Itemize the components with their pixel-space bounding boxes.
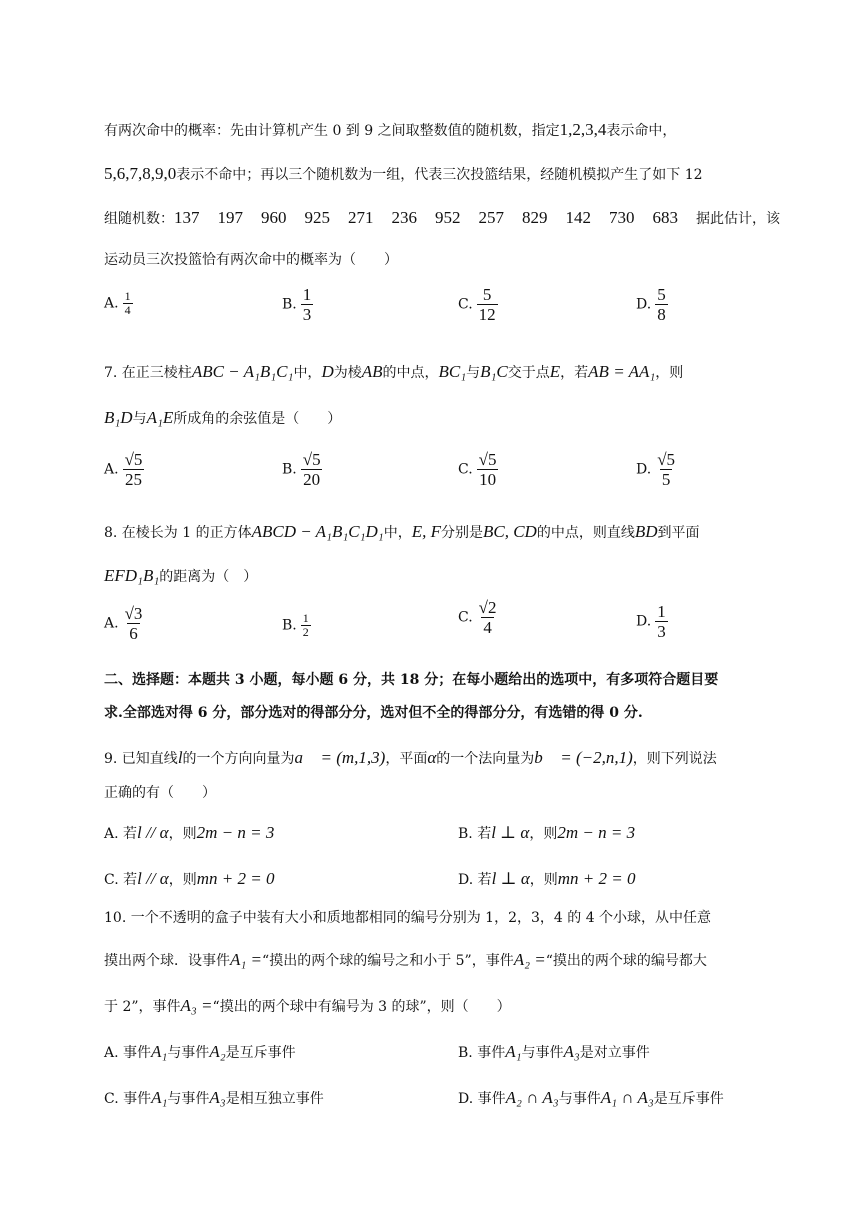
- q10-option-b[interactable]: [458, 1042, 650, 1063]
- denominator: 12: [478, 305, 496, 324]
- random-group: 960: [261, 208, 287, 227]
- section-2-heading-line-2: [104, 703, 768, 723]
- q8-option-c[interactable]: [458, 598, 499, 637]
- fraction: [301, 285, 314, 324]
- option-text: 是互斥事件: [653, 1091, 724, 1107]
- random-group: 683: [652, 208, 678, 227]
- q7-option-c[interactable]: [458, 450, 499, 489]
- q6-hit-digits: 1,2,3,4: [559, 120, 607, 139]
- q6-line-1: [104, 120, 768, 141]
- option-text: 与事件: [521, 1045, 564, 1061]
- fraction: [301, 612, 311, 639]
- q6-option-b[interactable]: [282, 285, 313, 324]
- random-group: 925: [304, 208, 330, 227]
- numerator: 1: [124, 289, 131, 303]
- option-text: 是互斥事件: [225, 1045, 296, 1061]
- option-expression: mn + 2 = 0: [196, 869, 275, 888]
- option-label: C.: [458, 296, 473, 313]
- option-label: A. 事件: [104, 1045, 152, 1061]
- numerator: 1: [302, 611, 309, 625]
- fraction: [477, 285, 498, 324]
- q6-text-2-tail: 表示不命中；再以三个随机数为一组，代表三次投篮结果，经随机模拟产生了如下 12: [176, 167, 703, 183]
- numerator: √5: [657, 450, 676, 469]
- q9-text: 的一个法向量为: [436, 751, 535, 767]
- section-2-heading-line-1: [104, 670, 768, 690]
- q6-miss-digits: 5,6,7,8,9,0: [104, 164, 177, 183]
- q7-text: ，则: [655, 365, 684, 381]
- q9-option-b[interactable]: [458, 823, 635, 844]
- q10-option-c[interactable]: [104, 1088, 324, 1109]
- q7-line-1: [104, 362, 768, 383]
- denominator: 8: [657, 305, 666, 324]
- option-text: 是对立事件: [579, 1045, 650, 1061]
- q10-option-a[interactable]: [104, 1042, 296, 1063]
- q10-text: “摸出的两个球的编号都大: [545, 953, 707, 969]
- numerator: √2: [478, 598, 497, 617]
- q7-condition: AB = AA₁: [588, 362, 656, 381]
- q10-text: “摸出的两个球中有编号为 3 的球”，则（ ）: [212, 999, 511, 1015]
- q10-line-2: [104, 950, 768, 971]
- q7-text: 与: [466, 365, 481, 381]
- q8-option-b[interactable]: [282, 612, 311, 639]
- q10-option-d[interactable]: [458, 1088, 724, 1109]
- q6-text-4: 运动员三次投篮恰有两次命中的概率为（ ）: [104, 252, 398, 268]
- option-text: ，则: [529, 826, 558, 842]
- numerator: √3: [124, 604, 143, 623]
- q10-line-3: [104, 996, 768, 1017]
- q6-option-d[interactable]: [636, 285, 668, 324]
- q7-prism: ABC − A₁B₁C₁: [191, 362, 294, 381]
- option-label: B.: [282, 296, 297, 313]
- option-text: ，则: [168, 872, 197, 888]
- fraction: [123, 290, 133, 317]
- numerator: √5: [302, 450, 321, 469]
- option-label: A.: [104, 461, 119, 478]
- q10-event-a1: A₁ =: [230, 950, 263, 969]
- section-2-text: 求.全部选对得 6 分，部分选对的得部分分，选对但不全的得部分分，有选错的得 0 分.: [104, 705, 643, 721]
- q9-option-c[interactable]: [104, 869, 274, 890]
- option-text: 是相互独立事件: [225, 1091, 324, 1107]
- q7-text: 中，: [293, 365, 322, 381]
- option-label: D.: [636, 461, 652, 478]
- random-group: 142: [565, 208, 591, 227]
- fraction: [123, 450, 145, 489]
- option-text: ，则: [529, 872, 558, 888]
- q7-point-d: D: [321, 362, 334, 381]
- random-group: 137: [174, 208, 200, 227]
- q7-option-d[interactable]: [636, 450, 677, 489]
- option-label: D.: [636, 296, 652, 313]
- fraction: [655, 602, 668, 641]
- q7-text: ，若: [560, 365, 589, 381]
- denominator: 3: [657, 622, 666, 641]
- option-label: C. 若: [104, 872, 138, 888]
- option-label: D.: [636, 613, 652, 630]
- q8-text: 中，: [383, 525, 412, 541]
- q7-line-2: [104, 408, 768, 429]
- q7-point-e: E: [549, 362, 561, 381]
- random-group: 271: [348, 208, 374, 227]
- option-label: D. 若: [458, 872, 492, 888]
- option-event: A₁ ∩ A₃: [600, 1088, 654, 1107]
- option-event: A₃: [209, 1088, 226, 1107]
- q10-text: 10. 一个不透明的盒子中装有大小和质地都相同的编号分别为 1，2，3，4 的 4 个小球，从中任意: [104, 910, 712, 926]
- q9-text: ，则下列说法: [632, 751, 717, 767]
- q8-points-ef: E, F: [411, 522, 441, 541]
- option-label: C.: [458, 609, 473, 626]
- q6-line-2: [104, 164, 768, 185]
- q6-line-4: [104, 250, 768, 270]
- denominator: 20: [303, 470, 321, 489]
- q10-text: “摸出的两个球的编号之和小于 5”，事件: [262, 953, 514, 969]
- random-group: 197: [217, 208, 243, 227]
- option-label: C. 事件: [104, 1091, 152, 1107]
- q8-line-2: [104, 566, 768, 587]
- q7-text: 的中点，: [382, 365, 439, 381]
- fraction: [655, 285, 668, 324]
- q6-text-3-tail: 据此估计，该: [696, 211, 780, 227]
- q7-text: 为棱: [333, 365, 362, 381]
- option-expression: 2m − n = 3: [196, 823, 275, 842]
- q6-text-3-head: 组随机数：: [104, 211, 174, 227]
- option-event: A₂: [209, 1042, 226, 1061]
- random-group: 730: [609, 208, 635, 227]
- q7-text: 交于点: [507, 365, 550, 381]
- numerator: 1: [302, 285, 312, 304]
- numerator: 1: [657, 602, 666, 621]
- option-label: A.: [104, 615, 119, 632]
- q10-line-1: [104, 908, 768, 928]
- denominator: 10: [479, 470, 497, 489]
- option-condition: l // α: [137, 869, 169, 888]
- q8-text: 分别是: [440, 525, 483, 541]
- q10-event-a2: A₂ =: [513, 950, 546, 969]
- denominator: 6: [129, 624, 138, 643]
- denominator: 5: [661, 470, 671, 489]
- denominator: 2: [302, 625, 309, 639]
- random-group: 257: [478, 208, 504, 227]
- q6-line-3: [104, 208, 780, 229]
- option-expression: mn + 2 = 0: [557, 869, 636, 888]
- option-event: A₃: [563, 1042, 580, 1061]
- option-label: A.: [104, 295, 119, 312]
- option-label: D. 事件: [458, 1091, 506, 1107]
- denominator: 25: [124, 470, 142, 489]
- q9-text: ，平面: [385, 751, 428, 767]
- option-label: A. 若: [104, 826, 138, 842]
- q9-text: 9. 已知直线: [104, 751, 178, 767]
- fraction: [655, 450, 677, 489]
- fraction: [477, 598, 499, 637]
- random-group: 829: [522, 208, 548, 227]
- q8-cube: ABCD − A₁B₁C₁D₁: [251, 522, 384, 541]
- option-label: B.: [282, 461, 297, 478]
- q9-option-d[interactable]: [458, 869, 636, 890]
- q7-text: 与: [132, 411, 147, 427]
- q7-edge-ab: AB: [361, 362, 383, 381]
- q7-segment-b1c: B₁C: [480, 362, 508, 381]
- numerator: 5: [657, 285, 666, 304]
- q6-random-groups: [174, 208, 696, 227]
- q7-segment-a1e: A₁E: [146, 408, 174, 427]
- q8-line-bd: BD: [634, 522, 658, 541]
- option-event: A₂ ∩ A₃: [505, 1088, 559, 1107]
- option-event: A₁: [151, 1088, 168, 1107]
- random-group: 952: [435, 208, 461, 227]
- q8-plane: EFD₁B₁: [104, 566, 160, 585]
- q8-text: 的中点，则直线: [536, 525, 635, 541]
- q7-text: 7. 在正三棱柱: [104, 365, 192, 381]
- q8-line-1: [104, 522, 768, 543]
- q6-text-1: 有两次命中的概率：先由计算机产生 0 到 9 之间取整数值的随机数，指定: [104, 123, 560, 139]
- q10-event-a3: A₃ =: [180, 996, 213, 1015]
- denominator: 3: [302, 305, 312, 324]
- q7-text: 所成角的余弦值是（ ）: [173, 411, 342, 427]
- option-condition: l ⊥ α: [491, 869, 530, 888]
- q9-plane-alpha: α: [427, 748, 437, 767]
- q10-text: 摸出两个球．设事件: [104, 953, 230, 969]
- option-condition: l // α: [137, 823, 169, 842]
- numerator: √5: [124, 450, 143, 469]
- fraction: [123, 604, 145, 643]
- q8-edges: BC, CD: [482, 522, 537, 541]
- fraction: [301, 450, 323, 489]
- option-condition: l ⊥ α: [491, 823, 530, 842]
- q8-text: 8. 在棱长为 1 的正方体: [104, 525, 252, 541]
- q8-text: 的距离为（ ）: [159, 569, 258, 585]
- q7-segment-bc1: BC₁: [438, 362, 467, 381]
- denominator: 4: [483, 618, 492, 637]
- numerator: 5: [482, 285, 492, 304]
- option-text: ，则: [168, 826, 197, 842]
- q8-text: 到平面: [657, 525, 700, 541]
- option-text: 与事件: [558, 1091, 601, 1107]
- option-text: 与事件: [167, 1045, 210, 1061]
- section-2-text: 二、选择题：本题共 3 小题，每小题 6 分，共 18 分；在每小题给出的选项中，有多项符合题目要: [104, 672, 719, 688]
- denominator: 4: [124, 303, 131, 317]
- option-label: C.: [458, 461, 473, 478]
- q8-option-a[interactable]: [104, 604, 144, 643]
- q6-text-1-tail: 表示命中，: [606, 123, 677, 139]
- q6-option-c[interactable]: [458, 285, 498, 324]
- q9-text: 正确的有（ ）: [104, 785, 216, 801]
- q10-text: 于 2”，事件: [104, 999, 181, 1015]
- option-event: A₁: [505, 1042, 522, 1061]
- q9-option-a[interactable]: [104, 823, 274, 844]
- fraction: [477, 450, 499, 489]
- q9-vector-b: b⃗ = (−2,n,1): [534, 748, 633, 767]
- q9-text: 的一个方向向量为: [182, 751, 295, 767]
- q8-option-d[interactable]: [636, 602, 668, 641]
- q9-line-l: l: [177, 748, 183, 767]
- q7-option-a[interactable]: [104, 450, 144, 489]
- q9-vector-a: a⃗ = (m,1,3): [294, 748, 386, 767]
- q6-option-a[interactable]: [104, 290, 133, 317]
- q7-segment-b1d: B₁D: [104, 408, 133, 427]
- option-label: B. 若: [458, 826, 492, 842]
- numerator: √5: [478, 450, 497, 469]
- option-label: B. 事件: [458, 1045, 506, 1061]
- option-label: B.: [282, 617, 297, 634]
- option-event: A₁: [151, 1042, 168, 1061]
- option-text: 与事件: [167, 1091, 210, 1107]
- random-group: 236: [391, 208, 417, 227]
- q9-line-2: [104, 783, 768, 803]
- q9-line-1: [104, 748, 768, 769]
- option-expression: 2m − n = 3: [557, 823, 636, 842]
- q7-option-b[interactable]: [282, 450, 323, 489]
